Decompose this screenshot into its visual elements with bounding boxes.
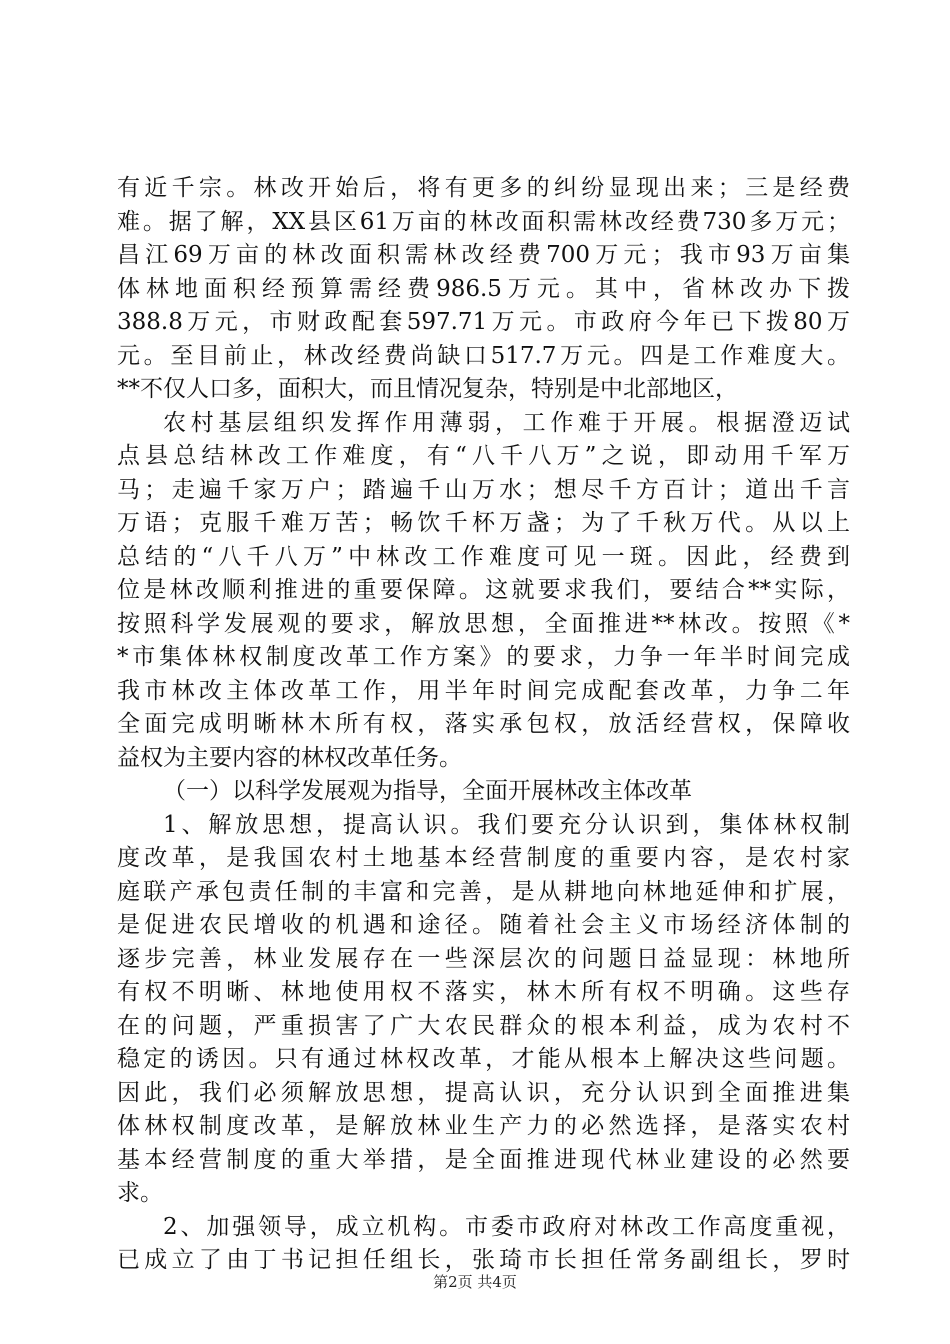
text-line: 基本经营制度的重大举措，是全面推进现代林业建设的必然要 [117,1146,850,1173]
text-line: 稳定的诱因。只有通过林权改革，才能从根本上解决这些问题。 [117,1046,850,1072]
text-line: 有权不明晰、林地使用权不落实，林木所有权不明确。这些存 [117,979,850,1005]
text-line: 昌江69万亩的林改面积需林改经费700万元；我市93万亩集 [117,242,850,268]
text-line: 求。 [117,1180,163,1206]
text-line: 体林地面积经预算需经费986.5万元。其中，省林改办下拨 [117,275,850,302]
text-line: **不仅人口多，面积大，而且情况复杂，特别是中北部地区， [117,376,738,402]
text-line: 总结的“八千八万”中林改工作难度可见一斑。因此，经费到 [117,543,850,570]
text-line: 有近千宗。林改开始后，将有更多的纠纷显现出来；三是经费 [117,175,850,201]
section-heading: （一）以科学发展观为指导，全面开展林改主体改革 [163,778,692,804]
text-line: 我市林改主体改革工作，用半年时间完成配套改革，力争二年 [117,677,850,704]
text-line: 万语；克服千难万苦；畅饮千杯万盏；为了千秋万代。从以上 [117,510,850,536]
text-line: 元。至目前止，林改经费尚缺口517.7万元。四是工作难度大。 [117,342,850,369]
text-line: 位是林改顺利推进的重要保障。这就要求我们，要结合**实际， [117,577,850,603]
text-line: 度改革，是我国农村土地基本经营制度的重要内容，是农村家 [117,845,850,871]
page-number-footer: 第2页 共4页 [433,1273,517,1291]
text-line: 因此，我们必须解放思想，提高认识，充分认识到全面推进集 [117,1079,850,1106]
text-line: 已成立了由丁书记担任组长，张琦市长担任常务副组长，罗时 [117,1247,850,1273]
text-line: 庭联产承包责任制的丰富和完善，是从耕地向林地延伸和扩展， [117,878,850,905]
text-line: 难。据了解，XX县区61万亩的林改面积需林改经费730多万元； [117,208,850,235]
text-line: 全面完成明晰林木所有权，落实承包权，放活经营权，保障收 [117,711,850,737]
paragraph-start-line: 农村基层组织发挥作用薄弱，工作难于开展。根据澄迈试 [163,409,850,436]
text-line: 益权为主要内容的林权改革任务。 [117,744,462,771]
text-line: 在的问题，严重损害了广大农民群众的根本利益，成为农村不 [117,1012,850,1039]
text-line: 是促进农民增收的机遇和途径。随着社会主义市场经济体制的 [117,912,850,938]
text-line: 按照科学发展观的要求，解放思想，全面推进**林改。按照《* [117,610,850,637]
text-line: *市集体林权制度改革工作方案》的要求，力争一年半时间完成 [117,644,850,670]
paragraph-start-line: 2、加强领导，成立机构。市委市政府对林改工作高度重视， [163,1213,850,1240]
text-line: 点县总结林改工作难度，有“八千八万”之说，即动用千军万 [117,443,850,469]
text-line: 体林权制度改革，是解放林业生产力的必然选择，是落实农村 [117,1113,850,1139]
text-line: 388.8万元，市财政配套597.71万元。市政府今年已下拨80万 [117,309,850,335]
paragraph-start-line: 1、解放思想，提高认识。我们要充分认识到，集体林权制 [163,811,850,838]
text-line: 逐步完善，林业发展存在一些深层次的问题日益显现：林地所 [117,945,850,972]
document-body [117,172,850,1278]
text-line: 马；走遍千家万户；踏遍千山万水；想尽千方百计；道出千言 [117,476,850,503]
